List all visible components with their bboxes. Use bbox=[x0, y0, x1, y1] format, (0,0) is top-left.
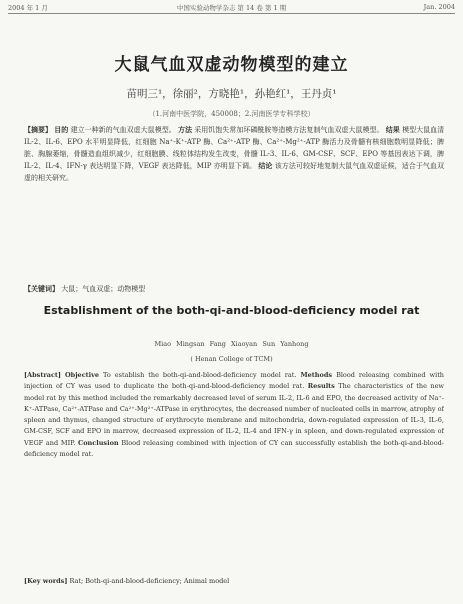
keywords-cn-label: 【关键词】 bbox=[24, 284, 59, 293]
header-date: 2004 年 1 月 bbox=[8, 4, 48, 12]
objective-en-label: Objective bbox=[65, 371, 100, 379]
method-en: Blood releasing combined with injection of CY was used to duplicate the both-qi-and-blood-deficiency model rat. bbox=[24, 371, 444, 391]
keywords-cn bbox=[24, 284, 444, 294]
conclusion-cn: 该方法可较好地复制大鼠气血双虚证候，适合于气血双虚的相关研究。 bbox=[24, 162, 444, 183]
keywords-en-text: Rat; Both-qi-and-blood-deficiency; Animal model bbox=[69, 577, 230, 585]
objective-cn: 建立一种新的气血双虚大鼠模型。 bbox=[70, 126, 176, 134]
authors-en bbox=[0, 340, 463, 348]
abstract-en bbox=[24, 370, 444, 574]
affiliation-cn: （1.河南中医学院，450008；2.河南医学专科学校） bbox=[148, 110, 315, 118]
result-cn: 模型大鼠血清 IL-2、IL-6、EPO 水平明显降低，红细胞 Na⁺-K⁺-ATP 酶、Ca²⁺-ATP 酶、Ca²⁺-Mg²⁺-ATP 酶活力及骨髓有核细胞数明显降低；脾脏、胸腺萎缩，骨髓造血组织减少，红细胞膜、线粒体结构发生改变，骨髓 IL-3、IL-6、GM-CSF、SCF、EPO 等基因表达下调，脾 IL-2、IL-4、IFN-γ 表达明显下降，VEGF 表达降低，MIP 亦明显下调。 bbox=[24, 126, 444, 171]
keywords-cn-text: 大鼠；气血双虚；动物模型 bbox=[61, 285, 146, 293]
abstract-en-label: [Abstract] bbox=[24, 371, 61, 379]
keywords-en bbox=[24, 577, 444, 585]
abstract-cn bbox=[24, 124, 444, 282]
header-date-en: Jan. 2004 bbox=[423, 3, 455, 11]
method-cn-label: 方法 bbox=[177, 125, 193, 134]
conclusion-cn-label: 结论 bbox=[258, 161, 273, 171]
title-en: Establishment of the both-qi-and-blood-deficiency model rat bbox=[43, 304, 420, 317]
objective-cn-label: 目的 bbox=[54, 125, 69, 134]
affiliation-en: ( Henan College of TCM) bbox=[190, 355, 273, 363]
author-en: Miao Mingsan bbox=[154, 340, 205, 348]
header-journal: 中国实验动物学杂志 第 14 卷 第 1 期 bbox=[176, 4, 287, 12]
objective-en: To establish the both-qi-and-blood-deficiency model rat. bbox=[103, 371, 297, 379]
abstract-cn-label: 【摘要】 bbox=[24, 125, 53, 134]
method-cn: 采用饥饱失常加环磷酰胺等造模方法复制气血双虚大鼠模型。 bbox=[194, 126, 384, 134]
conclusion-en-label: Conclusion bbox=[78, 438, 119, 447]
method-en-label: Methods bbox=[300, 371, 333, 379]
conclusion-en: Blood releasing combined with injection of CY can successfully establish the both-qi-and-blood-deficiency model rat. bbox=[24, 438, 444, 459]
running-header bbox=[8, 2, 455, 14]
result-en-label: Results bbox=[307, 382, 335, 391]
title-cn: 大鼠气血双虚动物模型的建立 bbox=[114, 55, 349, 75]
authors-cn: 苗明三¹，徐丽²，方晓艳¹，孙艳红¹，王丹贞¹ bbox=[126, 88, 337, 100]
keywords-en-label: [Key words] bbox=[24, 577, 68, 585]
author-en: Fang Xiaoyan bbox=[209, 340, 258, 348]
result-cn-label: 结果 bbox=[385, 125, 400, 134]
author-en: Sun Yanhong bbox=[262, 340, 309, 348]
result-en: The characteristics of the new model rat by this method included the remarkably decreased level of serum IL-2, IL-6 and EPO, the decreased activity of Na⁺-K⁺-ATPase, Ca²⁺-ATPase and Ca²⁺-Mg²⁺-ATPase in erythrocytes, the decreased number of nucleated cells in marrow, atrophy of spleen and thymus, changed structure of erythrocyte membrane and mitochondria, down-regulated expression of IL-3, IL-6, GM-CSF, SCF and EPO in marrow, decreased expression of IL-2, IL-4 and IFN-γ in spleen, and down-regulated expression of VEGF and MIP. bbox=[24, 382, 444, 447]
